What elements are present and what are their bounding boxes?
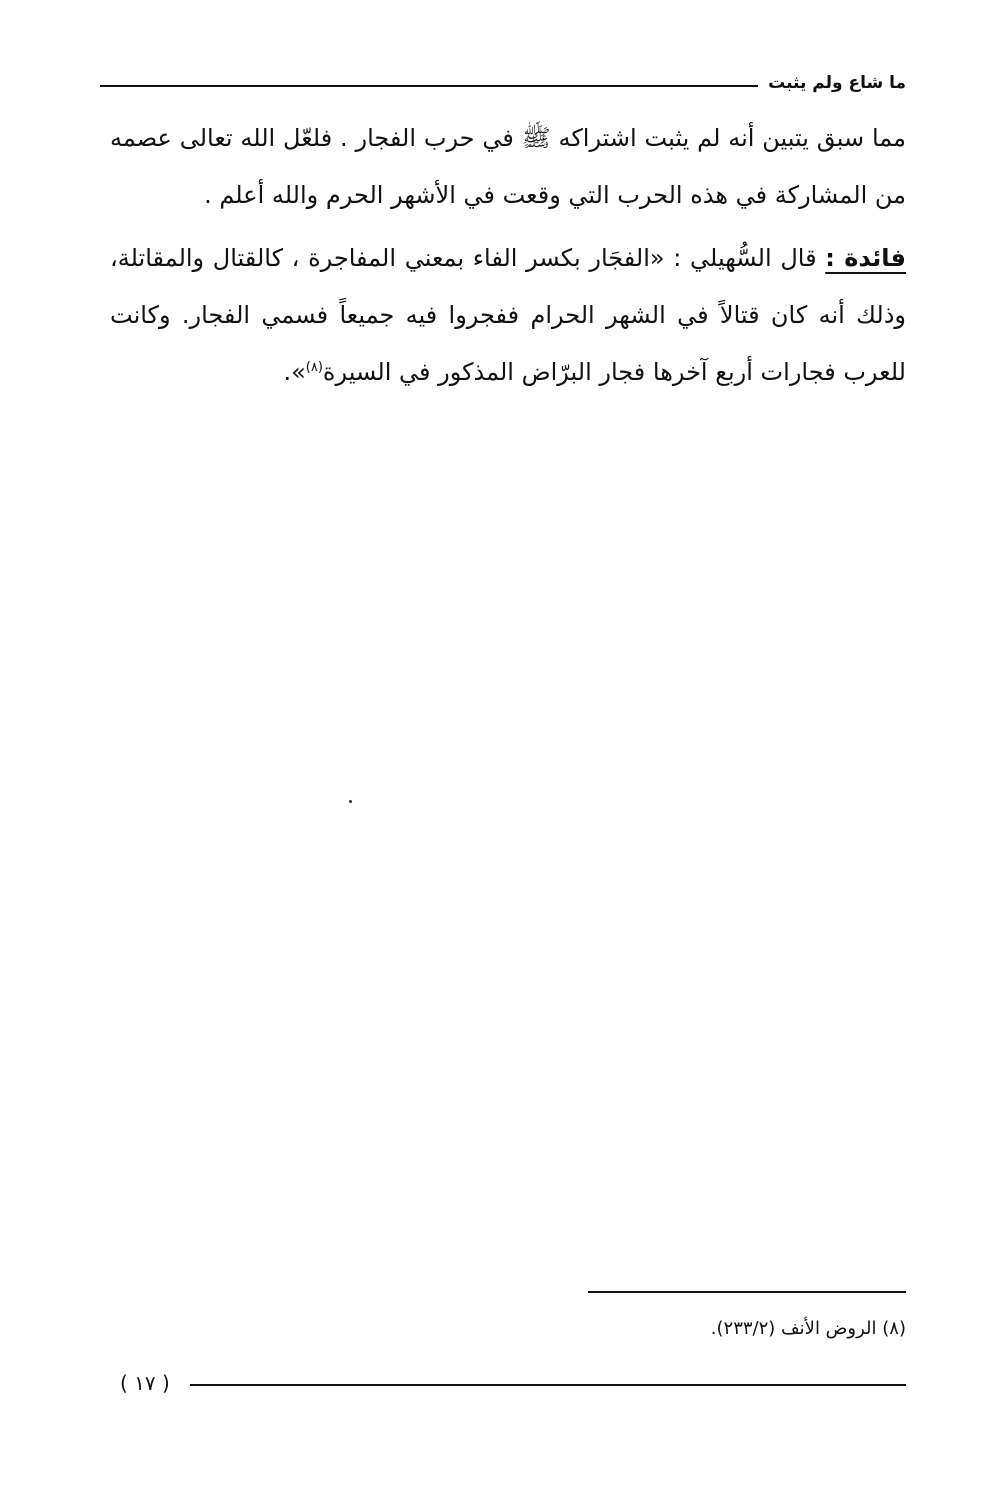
paragraph-conclusion: مما سبق يتبين أنه لم يثبت اشتراكه ﷺ في حرب الفجار . فلعّل الله تعالى عصمه من المشاركة في هذه الحرب التي وقعت في الأشهر الحرم والله أعلم . <box>110 124 906 209</box>
faida-label: فائدة : <box>825 244 906 272</box>
footnote-8: (٨) الروض الأنف (٢٣٣/٢). <box>710 1318 906 1339</box>
running-header <box>100 68 906 98</box>
footnote-reference[interactable]: (٨) <box>305 360 323 375</box>
header-rule <box>100 85 758 87</box>
footer-rule <box>190 1384 906 1386</box>
paragraph-faida <box>110 230 906 401</box>
page-footer <box>120 1368 906 1398</box>
footnote-separator <box>588 1291 906 1293</box>
main-text <box>110 110 906 401</box>
faida-closing-quote: ». <box>283 358 306 386</box>
print-speck <box>349 800 352 803</box>
page-number: ( ١٧ ) <box>120 1371 170 1395</box>
faida-text: قال السُّهيلي : «الفجَار بكسر الفاء بمعني المفاجرة ، كالقتال والمقاتلة، وذلك أنه كان قتالاً في الشهر الحرام ففجروا فيه جميعاً فسمي الفجار. وكانت للعرب فجارات أربع آخرها فجار البرّاض المذكور في السيرة <box>110 244 906 386</box>
header-title: ما شاع ولم يثبت <box>768 73 906 93</box>
